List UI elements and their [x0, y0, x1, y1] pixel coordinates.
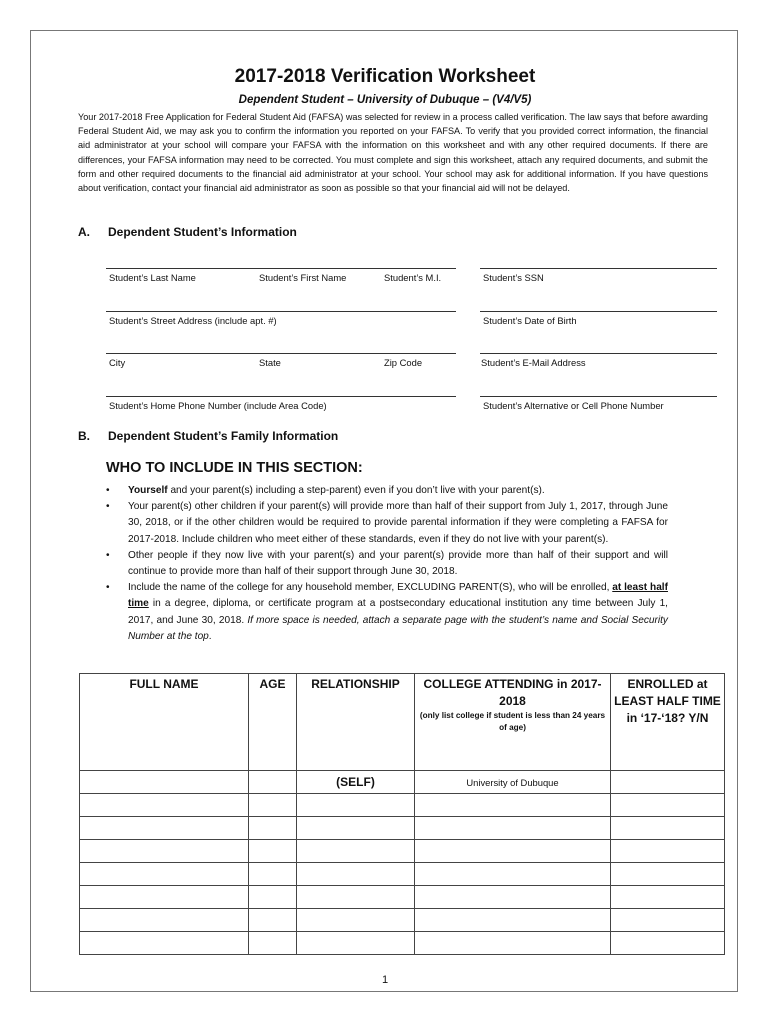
home-phone-label: Student’s Home Phone Number (include Area Code): [109, 400, 327, 411]
table-row: [80, 932, 725, 955]
ssn-field-line[interactable]: [480, 268, 717, 269]
table-cell[interactable]: [80, 817, 249, 840]
bullet-text: Other people if they now live with your parent(s) and your parent(s) provide more than half of their support and will continue to provide more than half of their support through June 30, 2018.: [128, 549, 668, 578]
age-header: AGE: [249, 674, 297, 771]
table-cell[interactable]: [80, 932, 249, 955]
table-cell[interactable]: [80, 771, 249, 794]
table-row: [80, 886, 725, 909]
table-cell[interactable]: [297, 817, 415, 840]
email-field-line[interactable]: [480, 353, 717, 354]
city-label: City: [109, 357, 126, 368]
table-cell[interactable]: [297, 909, 415, 932]
table-cell[interactable]: [415, 932, 611, 955]
intro-paragraph: Your 2017-2018 Free Application for Federal Student Aid (FAFSA) was selected for review in a process called verification. The law says that before awarding Federal Student Aid, we may ask you to confirm the information you reported on your FAFSA. To verify that you provided correct information, the financial aid administrator at your school will compare your FAFSA with the information on this worksheet and with any other required documents. If there are differences, your FAFSA information may need to be corrected. You must complete and sign this worksheet, attach any required documents, and submit the form and other required documents to the financial aid administrator at your school. Your school may ask for additional information. If you have questions about verification, contact your financial aid administrator as soon as possible so that your financial aid will not be delayed.: [78, 112, 708, 194]
table-cell[interactable]: [249, 886, 297, 909]
section-a-heading: [78, 225, 297, 239]
bullet-text: in a degree, diploma, or certificate program at a postsecondary educational institution any time between July 1, 2017, and June 30, 2018.: [128, 598, 668, 626]
table-cell[interactable]: [249, 932, 297, 955]
table-cell[interactable]: [249, 863, 297, 886]
table-cell[interactable]: [297, 794, 415, 817]
table-cell[interactable]: [297, 840, 415, 863]
section-a-letter: A.: [78, 225, 90, 239]
enrolled-header: ENROLLED at LEAST HALF TIME in ‘17-‘18? Y/N: [611, 674, 725, 771]
bullet-text: Your parent(s) other children if your parent(s) will provide more than half of their support from July 1, 2017, through June 30, 2018, or if the other children would be required to provide parental information if they were completing a FAFSA for 2017-2018. Include children who meet either of these standards, even if they do not live with your parent(s).: [128, 501, 668, 545]
name-field-line[interactable]: [106, 268, 456, 269]
section-a-title: Dependent Student’s Information: [108, 225, 297, 239]
alt-phone-field-line[interactable]: [480, 396, 717, 397]
street-field-line[interactable]: [106, 311, 456, 312]
table-cell[interactable]: [249, 794, 297, 817]
page-title: 2017-2018 Verification Worksheet: [234, 66, 536, 87]
table-row: [80, 863, 725, 886]
table-cell[interactable]: [249, 771, 297, 794]
list-item: [106, 580, 668, 645]
relationship-self-cell[interactable]: (SELF): [297, 771, 415, 794]
page-subtitle: Dependent Student – University of Dubuque – (V4/V5): [238, 94, 532, 106]
table-cell[interactable]: [80, 909, 249, 932]
table-cell[interactable]: [80, 886, 249, 909]
table-cell[interactable]: [415, 909, 611, 932]
city-field-line[interactable]: [106, 353, 456, 354]
home-phone-field-line[interactable]: [106, 396, 456, 397]
yourself-emphasis: Yourself: [128, 485, 168, 496]
table-cell[interactable]: [249, 817, 297, 840]
table-cell[interactable]: [611, 817, 725, 840]
full-name-header: FULL NAME: [80, 674, 249, 771]
table-cell[interactable]: [611, 932, 725, 955]
table-cell[interactable]: [249, 909, 297, 932]
college-self-cell[interactable]: University of Dubuque: [415, 771, 611, 794]
household-table: [79, 673, 725, 955]
section-b-letter: B.: [78, 429, 90, 443]
table-cell[interactable]: [249, 840, 297, 863]
street-label: Student’s Street Address (include apt. #): [109, 315, 277, 326]
bullet-text: Include the name of the college for any household member, EXCLUDING PARENT(S), who will be enrolled,: [128, 582, 613, 594]
table-cell[interactable]: [297, 886, 415, 909]
last-name-label: Student’s Last Name: [109, 272, 196, 283]
table-cell[interactable]: [297, 863, 415, 886]
who-to-include-heading: WHO TO INCLUDE IN THIS SECTION:: [106, 460, 363, 476]
list-item: [106, 499, 668, 548]
more-space-note: If more space is needed, attach a separate page with the student’s name and Social Security Number at the top: [128, 614, 668, 642]
table-row: [80, 794, 725, 817]
email-label: Student’s E-Mail Address: [481, 357, 586, 368]
college-header-label: COLLEGE ATTENDING in 2017-2018: [423, 677, 602, 708]
bullet-text: .: [208, 630, 212, 642]
dob-field-line[interactable]: [480, 311, 717, 312]
table-cell[interactable]: [80, 794, 249, 817]
section-b-title: Dependent Student’s Family Information: [108, 429, 339, 443]
table-cell[interactable]: [611, 794, 725, 817]
ssn-label: Student’s SSN: [483, 272, 544, 283]
table-row: [80, 817, 725, 840]
table-cell[interactable]: [80, 863, 249, 886]
relationship-header: RELATIONSHIP: [297, 674, 415, 771]
alt-phone-label: Student’s Alternative or Cell Phone Number: [483, 400, 664, 411]
table-cell[interactable]: [611, 863, 725, 886]
college-header-note: (only list college if student is less than 24 years of age): [419, 711, 606, 732]
first-name-label: Student’s First Name: [259, 272, 347, 283]
zip-label: Zip Code: [384, 357, 423, 368]
table-cell[interactable]: [415, 863, 611, 886]
table-cell[interactable]: [611, 840, 725, 863]
state-label: State: [259, 357, 281, 368]
half-time-emphasis: at least half time: [128, 582, 668, 610]
list-item: [106, 548, 668, 580]
table-cell[interactable]: [80, 840, 249, 863]
table-cell[interactable]: [415, 886, 611, 909]
list-item: [106, 483, 668, 499]
table-cell[interactable]: [415, 840, 611, 863]
table-cell[interactable]: [611, 771, 725, 794]
college-header: [415, 674, 611, 771]
table-cell[interactable]: [297, 932, 415, 955]
dob-label: Student’s Date of Birth: [483, 315, 577, 326]
table-row: [80, 909, 725, 932]
table-cell[interactable]: [415, 794, 611, 817]
table-cell[interactable]: [611, 909, 725, 932]
table-cell[interactable]: [415, 817, 611, 840]
page-number: 1: [381, 974, 389, 986]
section-b-heading: [78, 429, 338, 443]
inclusion-rules-list: [106, 483, 668, 645]
bullet-text: and your parent(s) including a step-parent) even if you don’t live with your parent(s).: [167, 485, 545, 496]
table-row-self: [80, 771, 725, 794]
table-header-row: [80, 674, 725, 771]
table-row: [80, 840, 725, 863]
mi-label: Student’s M.I.: [384, 272, 442, 283]
table-cell[interactable]: [611, 886, 725, 909]
